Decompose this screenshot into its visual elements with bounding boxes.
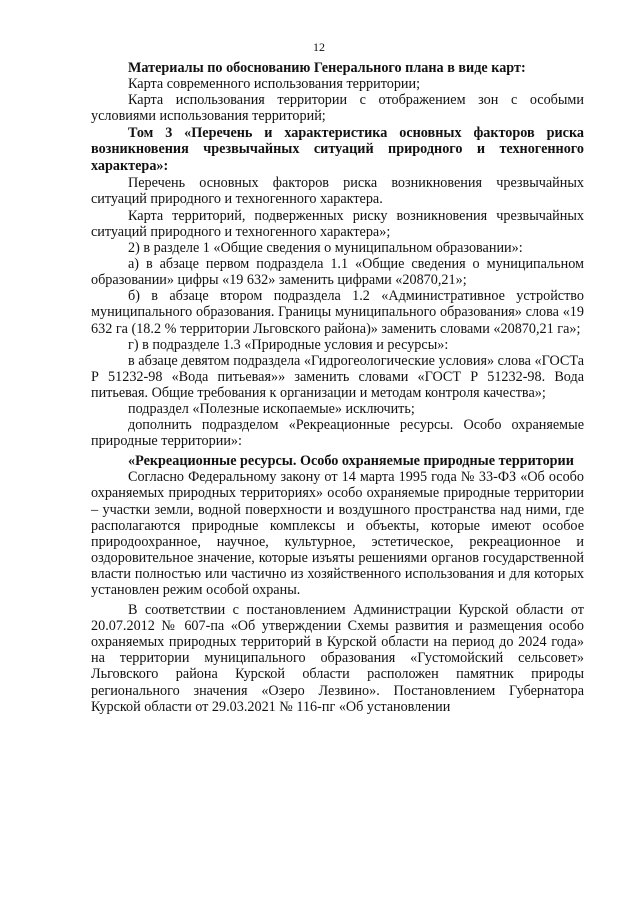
paragraph: Карта использования территории с отображением зон с особыми условиями использования территорий; — [91, 92, 584, 125]
paragraph: подраздел «Полезные ископаемые» исключить; — [128, 400, 415, 417]
paragraph: в абзаце девятом подраздела «Гидрогеологические условия» слова «ГОСТа Р 51232-98 «Вода питьевая»» заменить словами «ГОСТ Р 51232-98. Вода питьевая. Общие требования к организации и методам контроля качества»; — [91, 352, 584, 401]
page-number: 12 — [313, 40, 325, 54]
paragraph: дополнить подразделом «Рекреационные ресурсы. Особо охраняемые природные территории»: — [91, 417, 584, 450]
paragraph: Карта территорий, подверженных риску возникновения чрезвычайных ситуаций природного и техногенного характера»; — [91, 207, 584, 240]
paragraph: 2) в разделе 1 «Общие сведения о муниципальном образовании»: — [128, 240, 523, 257]
document-body — [91, 60, 584, 715]
paragraph: г) в подразделе 1.3 «Природные условия и ресурсы»: — [128, 336, 449, 353]
paragraph: Согласно Федеральному закону от 14 марта 1995 года № 33-ФЗ «Об особо охраняемых природных территориях» особо охраняемые природные территории – участки земли, водной поверхности и воздушного пространства над ними, где располагаются природные комплексы и объекты, которые имеют особое природоохранное, научное, культурное, эстетическое, рекреационное и оздоровительное значение, которые изъяты решениями органов государственной власти полностью или частично из хозяйственного использования и для которых установлен режим особой охраны. — [91, 469, 584, 598]
paragraph: б) в абзаце втором подраздела 1.2 «Административное устройство муниципального образования. Границы муниципального образования» слова «19 632 га (18.2 % территории Льговского района)» заменить словами «20870,21 га»; — [91, 288, 584, 337]
heading-recreational-resources: «Рекреационные ресурсы. Особо охраняемые природные территории — [128, 453, 574, 470]
heading-maps: Материалы по обоснованию Генерального плана в виде карт: — [128, 60, 526, 76]
paragraph: Карта современного использования территории; — [128, 76, 421, 93]
heading-volume-3: Том 3 «Перечень и характеристика основных факторов риска возникновения чрезвычайных ситуаций природного и техногенного характера»: — [91, 125, 584, 174]
paragraph: Перечень основных факторов риска возникновения чрезвычайных ситуаций природного и техногенного характера. — [91, 174, 584, 207]
paragraph: В соответствии с постановлением Администрации Курской области от 20.07.2012 № 607-па «Об утверждении Схемы развития и размещения особо охраняемых природных территорий в Курской области на период до 2024 года» на территории муниципального образования «Густомойский сельсовет» Льговского района Курской области расположен памятник природы регионального значения «Озеро Лезвино». Постановлением Губернатора Курской области от 29.03.2021 № 116-пг «Об установлении — [91, 602, 584, 715]
paragraph: а) в абзаце первом подраздела 1.1 «Общие сведения о муниципальном образовании» цифры «19 632» заменить цифрами «20870,21»; — [91, 256, 584, 289]
